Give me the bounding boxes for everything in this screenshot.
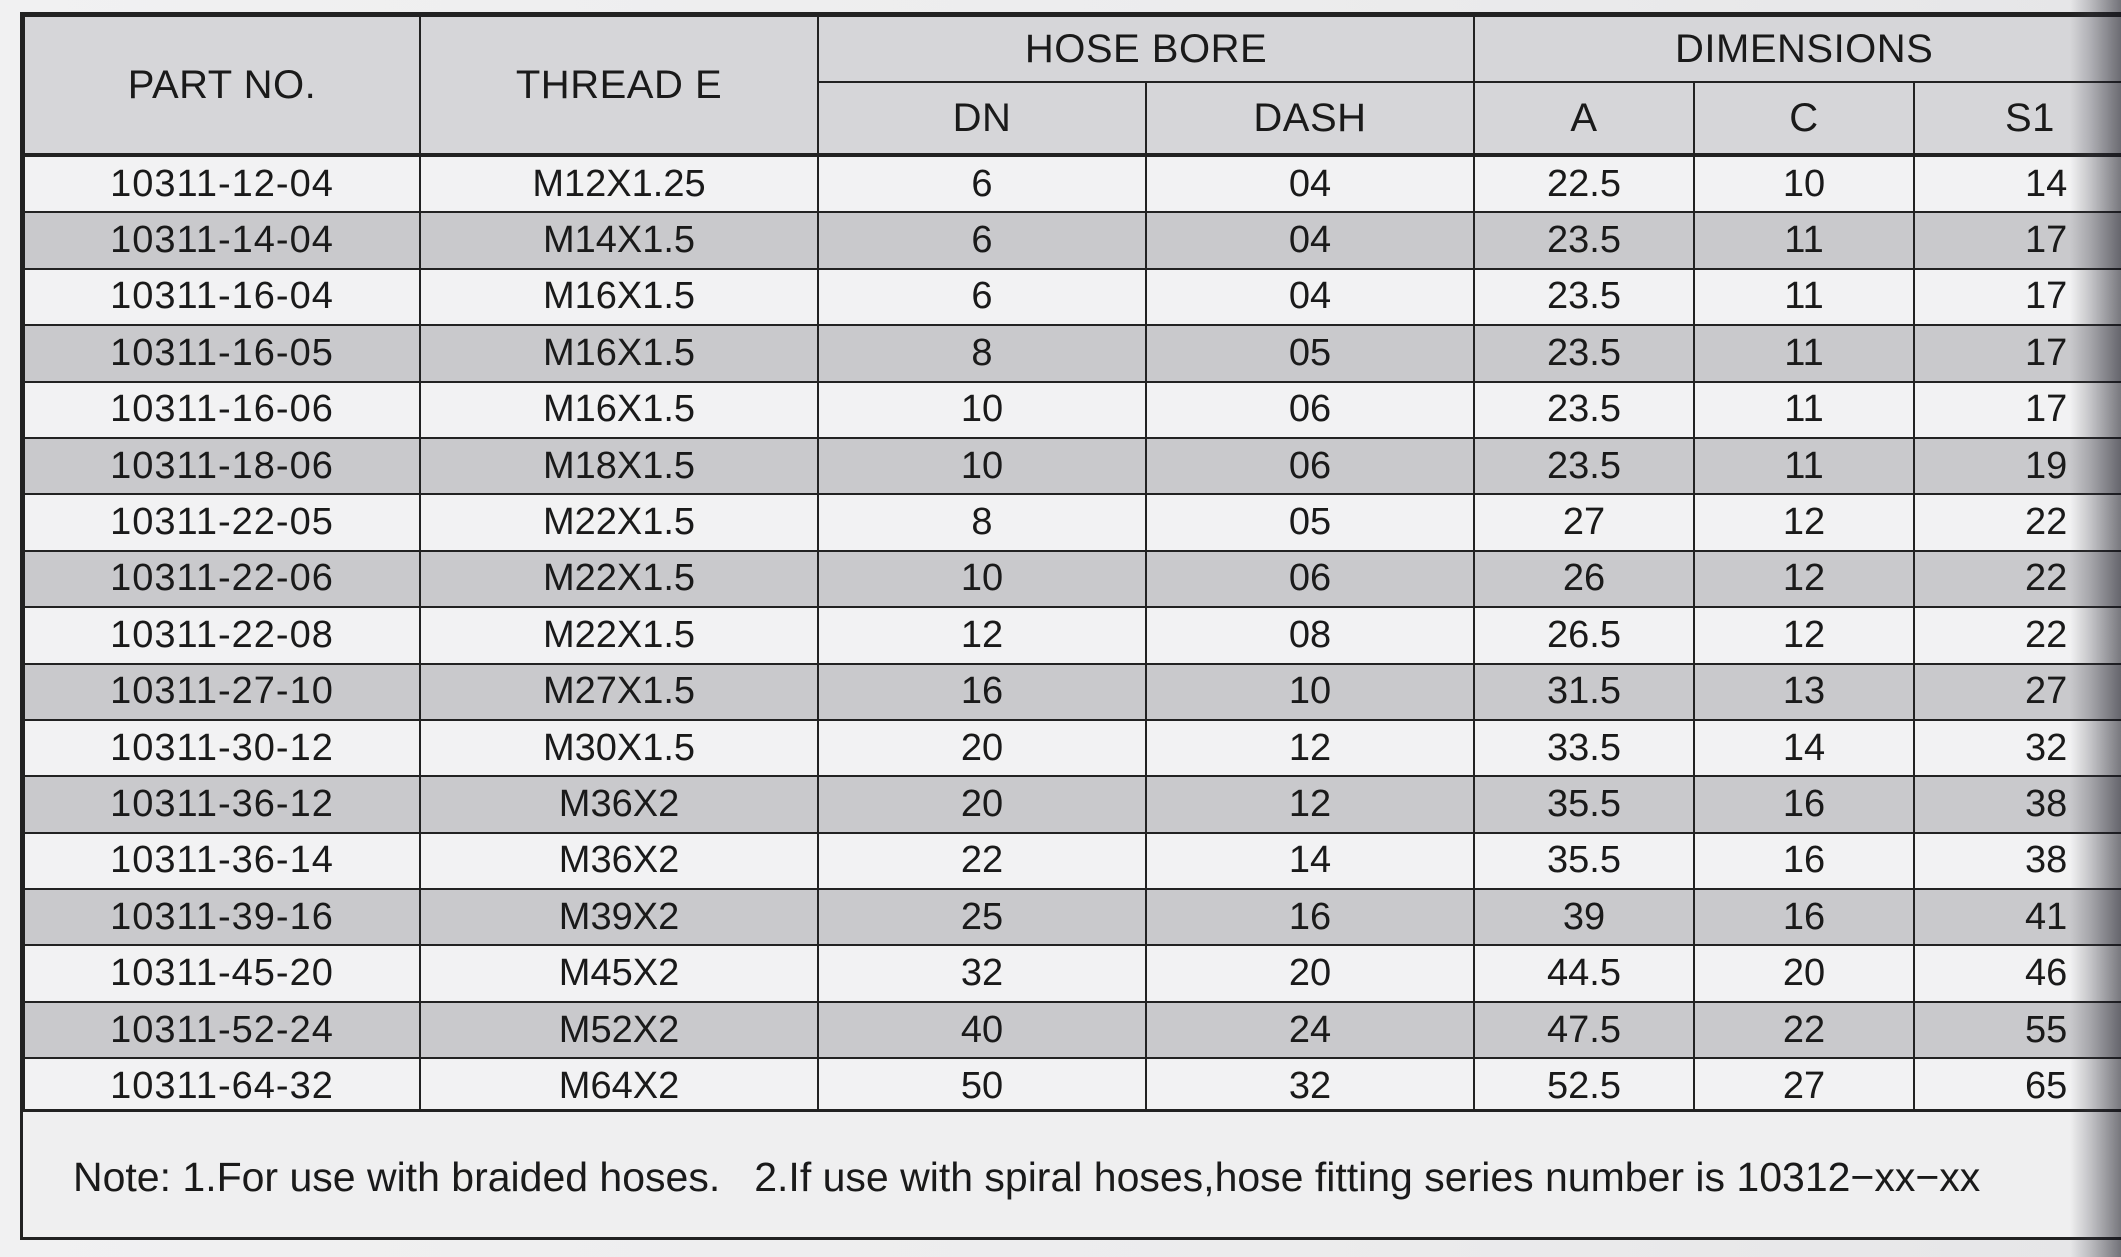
header-part-no: PART NO. xyxy=(24,16,420,155)
table-row xyxy=(24,551,2121,607)
table-row xyxy=(24,382,2121,438)
cell-dim-s1: 65 xyxy=(1914,1058,2121,1114)
cell-dn: 20 xyxy=(818,720,1146,776)
cell-dash: 32 xyxy=(1146,1058,1474,1114)
cell-dim-s1: 46 xyxy=(1914,945,2121,1001)
cell-thread: M22X1.5 xyxy=(420,494,818,550)
cell-dn: 12 xyxy=(818,607,1146,663)
cell-dn: 6 xyxy=(818,269,1146,325)
cell-dim-a: 27 xyxy=(1474,494,1694,550)
table-row xyxy=(24,269,2121,325)
cell-dim-a: 23.5 xyxy=(1474,269,1694,325)
cell-dn: 25 xyxy=(818,889,1146,945)
cell-dim-s1: 38 xyxy=(1914,833,2121,889)
cell-dash: 10 xyxy=(1146,664,1474,720)
cell-dim-s1: 17 xyxy=(1914,212,2121,268)
cell-dim-s1: 55 xyxy=(1914,1002,2121,1058)
cell-thread: M16X1.5 xyxy=(420,325,818,381)
cell-part-no: 10311-39-16 xyxy=(24,889,420,945)
cell-thread: M52X2 xyxy=(420,1002,818,1058)
cell-thread: M22X1.5 xyxy=(420,551,818,607)
cell-dim-s1: 22 xyxy=(1914,494,2121,550)
cell-dash: 12 xyxy=(1146,776,1474,832)
header-c: C xyxy=(1694,82,1914,155)
cell-part-no: 10311-52-24 xyxy=(24,1002,420,1058)
cell-dim-c: 11 xyxy=(1694,325,1914,381)
cell-thread: M16X1.5 xyxy=(420,382,818,438)
cell-dim-c: 16 xyxy=(1694,833,1914,889)
cell-dim-c: 11 xyxy=(1694,438,1914,494)
cell-thread: M12X1.25 xyxy=(420,155,818,212)
spec-table xyxy=(23,15,2121,1116)
cell-dn: 8 xyxy=(818,325,1146,381)
cell-dim-c: 16 xyxy=(1694,776,1914,832)
cell-dn: 32 xyxy=(818,945,1146,1001)
cell-dn: 6 xyxy=(818,155,1146,212)
cell-thread: M45X2 xyxy=(420,945,818,1001)
header-a: A xyxy=(1474,82,1694,155)
cell-dash: 06 xyxy=(1146,551,1474,607)
table-row xyxy=(24,155,2121,212)
cell-dim-a: 44.5 xyxy=(1474,945,1694,1001)
table-row xyxy=(24,664,2121,720)
cell-part-no: 10311-36-12 xyxy=(24,776,420,832)
cell-dim-c: 11 xyxy=(1694,382,1914,438)
table-row xyxy=(24,1002,2121,1058)
cell-dim-a: 33.5 xyxy=(1474,720,1694,776)
table-row xyxy=(24,1058,2121,1114)
note-box xyxy=(23,1109,2121,1240)
cell-dn: 22 xyxy=(818,833,1146,889)
cell-dim-a: 35.5 xyxy=(1474,776,1694,832)
cell-dim-a: 52.5 xyxy=(1474,1058,1694,1114)
cell-dim-c: 11 xyxy=(1694,212,1914,268)
cell-dn: 40 xyxy=(818,1002,1146,1058)
cell-thread: M27X1.5 xyxy=(420,664,818,720)
cell-dash: 05 xyxy=(1146,325,1474,381)
cell-dim-a: 39 xyxy=(1474,889,1694,945)
cell-dim-s1: 14 xyxy=(1914,155,2121,212)
cell-dash: 06 xyxy=(1146,438,1474,494)
cell-part-no: 10311-64-32 xyxy=(24,1058,420,1114)
table-row xyxy=(24,833,2121,889)
cell-dim-c: 11 xyxy=(1694,269,1914,325)
cell-dim-c: 13 xyxy=(1694,664,1914,720)
cell-dim-a: 31.5 xyxy=(1474,664,1694,720)
header-s1: S1 xyxy=(1914,82,2121,155)
cell-dash: 20 xyxy=(1146,945,1474,1001)
cell-dn: 10 xyxy=(818,382,1146,438)
cell-part-no: 10311-22-08 xyxy=(24,607,420,663)
cell-dash: 04 xyxy=(1146,155,1474,212)
cell-part-no: 10311-27-10 xyxy=(24,664,420,720)
page-spine-shadow xyxy=(2070,0,2121,1257)
cell-part-no: 10311-16-06 xyxy=(24,382,420,438)
table-row xyxy=(24,325,2121,381)
cell-dim-c: 27 xyxy=(1694,1058,1914,1114)
header-thread: THREAD E xyxy=(420,16,818,155)
cell-dim-a: 26 xyxy=(1474,551,1694,607)
cell-dim-a: 23.5 xyxy=(1474,438,1694,494)
cell-dim-s1: 17 xyxy=(1914,269,2121,325)
header-dn: DN xyxy=(818,82,1146,155)
cell-dash: 08 xyxy=(1146,607,1474,663)
cell-dn: 50 xyxy=(818,1058,1146,1114)
cell-part-no: 10311-12-04 xyxy=(24,155,420,212)
cell-thread: M18X1.5 xyxy=(420,438,818,494)
cell-dim-s1: 41 xyxy=(1914,889,2121,945)
cell-dash: 24 xyxy=(1146,1002,1474,1058)
table-row xyxy=(24,945,2121,1001)
cell-part-no: 10311-16-05 xyxy=(24,325,420,381)
cell-dim-c: 22 xyxy=(1694,1002,1914,1058)
cell-dim-a: 23.5 xyxy=(1474,382,1694,438)
cell-thread: M36X2 xyxy=(420,776,818,832)
cell-dim-a: 47.5 xyxy=(1474,1002,1694,1058)
spec-table-body xyxy=(24,155,2121,1115)
note-braided: Note: 1.For use with braided hoses. xyxy=(73,1154,721,1200)
cell-dim-a: 35.5 xyxy=(1474,833,1694,889)
cell-thread: M39X2 xyxy=(420,889,818,945)
spec-table-frame xyxy=(20,12,2121,1240)
cell-dim-c: 16 xyxy=(1694,889,1914,945)
cell-dash: 06 xyxy=(1146,382,1474,438)
header-dimensions: DIMENSIONS xyxy=(1474,16,2121,82)
cell-dim-s1: 17 xyxy=(1914,325,2121,381)
cell-dim-s1: 32 xyxy=(1914,720,2121,776)
cell-dn: 10 xyxy=(818,551,1146,607)
cell-dash: 16 xyxy=(1146,889,1474,945)
note-spiral: 2.If use with spiral hoses,hose fitting series number is 10312−xx−xx xyxy=(754,1154,1981,1200)
cell-dim-s1: 17 xyxy=(1914,382,2121,438)
cell-part-no: 10311-14-04 xyxy=(24,212,420,268)
table-row xyxy=(24,776,2121,832)
cell-dn: 6 xyxy=(818,212,1146,268)
cell-dash: 14 xyxy=(1146,833,1474,889)
cell-thread: M14X1.5 xyxy=(420,212,818,268)
cell-part-no: 10311-16-04 xyxy=(24,269,420,325)
cell-dim-s1: 22 xyxy=(1914,551,2121,607)
cell-dim-c: 12 xyxy=(1694,494,1914,550)
cell-dim-c: 10 xyxy=(1694,155,1914,212)
cell-dim-s1: 27 xyxy=(1914,664,2121,720)
cell-dn: 8 xyxy=(818,494,1146,550)
cell-thread: M30X1.5 xyxy=(420,720,818,776)
cell-dim-c: 14 xyxy=(1694,720,1914,776)
cell-dim-c: 12 xyxy=(1694,607,1914,663)
cell-part-no: 10311-36-14 xyxy=(24,833,420,889)
cell-dn: 20 xyxy=(818,776,1146,832)
cell-dim-c: 12 xyxy=(1694,551,1914,607)
cell-dn: 10 xyxy=(818,438,1146,494)
table-row xyxy=(24,607,2121,663)
cell-part-no: 10311-22-05 xyxy=(24,494,420,550)
cell-part-no: 10311-18-06 xyxy=(24,438,420,494)
cell-dim-s1: 22 xyxy=(1914,607,2121,663)
table-row xyxy=(24,494,2121,550)
header-dash: DASH xyxy=(1146,82,1474,155)
cell-dim-c: 20 xyxy=(1694,945,1914,1001)
header-hose-bore: HOSE BORE xyxy=(818,16,1474,82)
cell-dim-s1: 19 xyxy=(1914,438,2121,494)
table-row xyxy=(24,720,2121,776)
table-row xyxy=(24,438,2121,494)
cell-dim-a: 23.5 xyxy=(1474,325,1694,381)
cell-dim-s1: 38 xyxy=(1914,776,2121,832)
cell-dash: 12 xyxy=(1146,720,1474,776)
cell-part-no: 10311-30-12 xyxy=(24,720,420,776)
cell-thread: M36X2 xyxy=(420,833,818,889)
cell-dim-a: 23.5 xyxy=(1474,212,1694,268)
cell-dn: 16 xyxy=(818,664,1146,720)
cell-thread: M16X1.5 xyxy=(420,269,818,325)
cell-dim-a: 26.5 xyxy=(1474,607,1694,663)
cell-dash: 04 xyxy=(1146,269,1474,325)
cell-part-no: 10311-22-06 xyxy=(24,551,420,607)
table-row xyxy=(24,212,2121,268)
cell-dim-a: 22.5 xyxy=(1474,155,1694,212)
cell-part-no: 10311-45-20 xyxy=(24,945,420,1001)
cell-dash: 05 xyxy=(1146,494,1474,550)
cell-thread: M22X1.5 xyxy=(420,607,818,663)
cell-dash: 04 xyxy=(1146,212,1474,268)
cell-thread: M64X2 xyxy=(420,1058,818,1114)
table-row xyxy=(24,889,2121,945)
